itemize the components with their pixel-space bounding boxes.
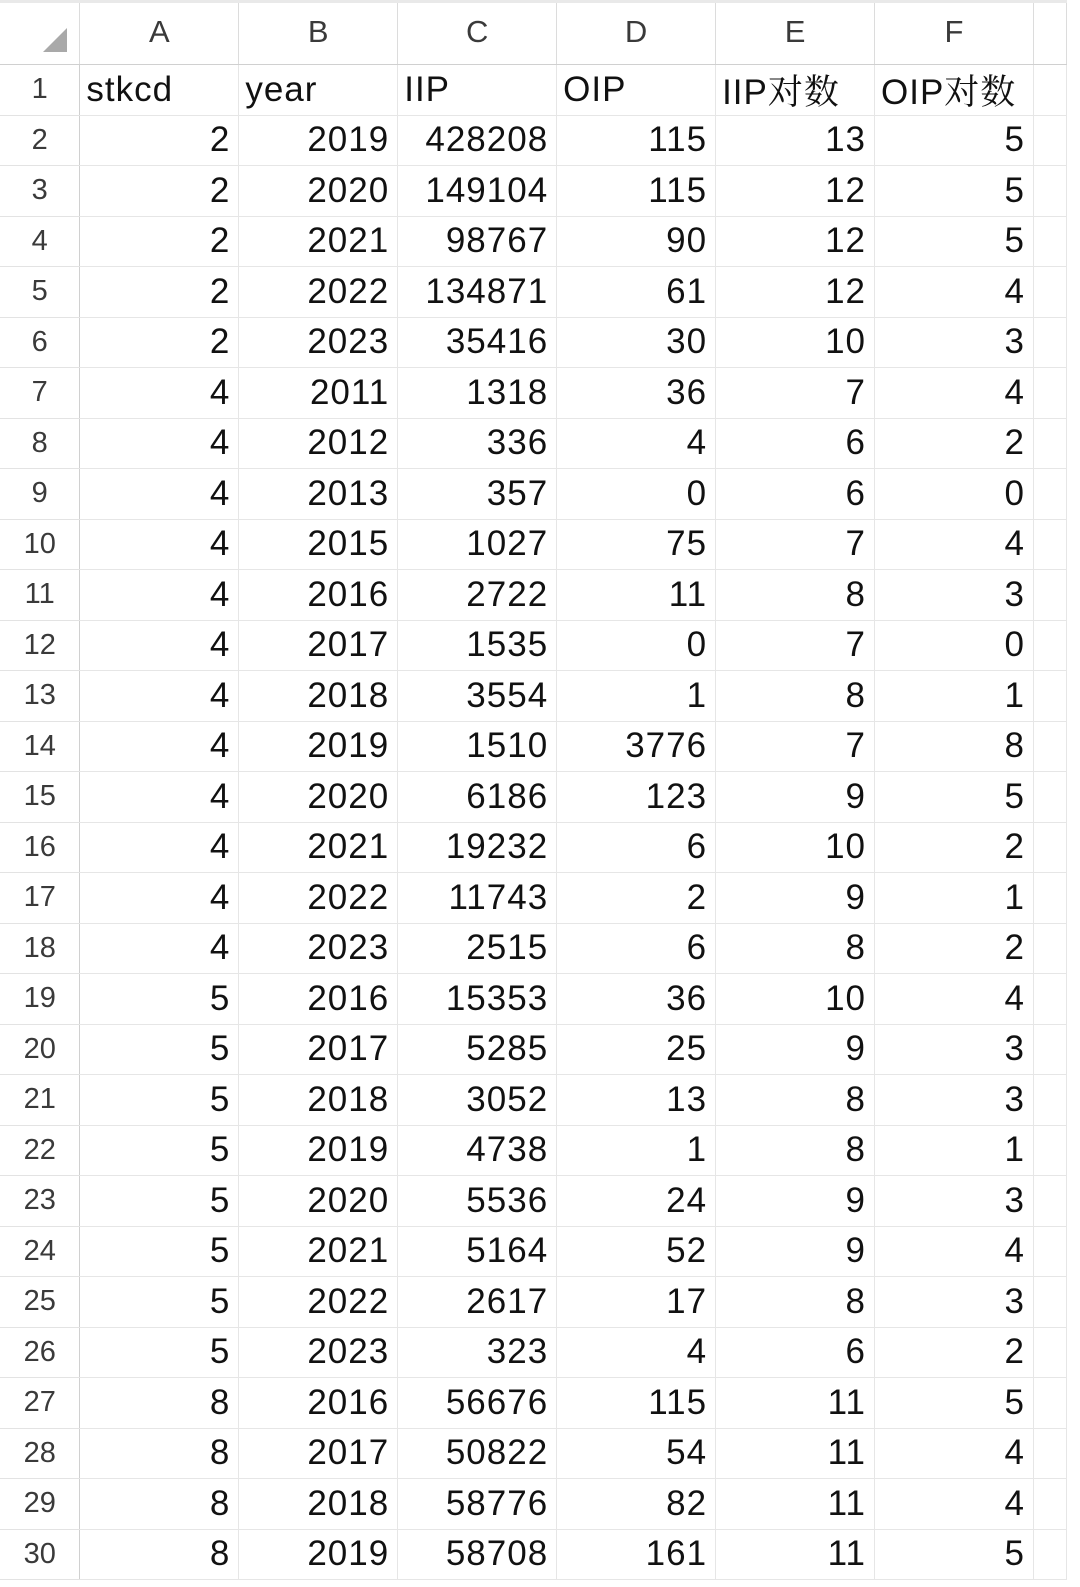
cell-year[interactable]: 2016 [239,974,398,1025]
cell-empty[interactable] [1033,1479,1066,1530]
row-header[interactable]: 2 [0,115,80,166]
cell-oip[interactable]: 6 [557,923,716,974]
cell-empty[interactable] [1033,721,1066,772]
cell-year[interactable]: 2019 [239,721,398,772]
cell-iip[interactable]: 3052 [398,1075,557,1126]
cell-stkcd[interactable]: 8 [80,1529,239,1580]
cell-year[interactable]: 2023 [239,1327,398,1378]
cell-oip[interactable]: 36 [557,974,716,1025]
table-row [0,1125,1067,1176]
cell-iip-log[interactable]: 8 [716,1277,875,1328]
cell-oip[interactable]: 30 [557,317,716,368]
cell-empty[interactable] [1033,620,1066,671]
cell-iip-log[interactable]: 8 [716,570,875,621]
cell-oip-log[interactable]: 0 [875,469,1034,520]
cell-stkcd[interactable]: 5 [80,1277,239,1328]
cell-stkcd[interactable]: 8 [80,1479,239,1530]
cell-iip[interactable]: 58776 [398,1479,557,1530]
cell-iip-log[interactable]: 6 [716,469,875,520]
cell-oip[interactable]: 6 [557,822,716,873]
cell-iip-log[interactable]: 10 [716,974,875,1025]
cell-empty[interactable] [1033,267,1066,318]
cell-iip-log[interactable]: 11 [716,1479,875,1530]
cell-oip-log[interactable]: 4 [875,519,1034,570]
cell-stkcd[interactable]: 4 [80,923,239,974]
cell-empty[interactable] [1033,1226,1066,1277]
table-row [0,873,1067,924]
cell-oip-log[interactable]: 8 [875,721,1034,772]
cell-iip-log[interactable]: 10 [716,317,875,368]
cell-year[interactable]: 2019 [239,1529,398,1580]
cell-stkcd[interactable]: 2 [80,317,239,368]
cell-oip-log[interactable]: 5 [875,1529,1034,1580]
cell-header-oip[interactable]: OIP [557,64,716,115]
cell-iip[interactable]: 11743 [398,873,557,924]
table-row [0,1378,1067,1429]
row-header[interactable]: 5 [0,267,80,318]
cell-header-year[interactable]: year [239,64,398,115]
cell-empty[interactable] [1033,822,1066,873]
row-header[interactable]: 11 [0,570,80,621]
cell-year[interactable]: 2022 [239,1277,398,1328]
table-row [0,469,1067,520]
cell-iip-log[interactable]: 9 [716,1226,875,1277]
cell-oip-log[interactable]: 3 [875,1176,1034,1227]
cell-oip-log[interactable]: 5 [875,772,1034,823]
row-header[interactable]: 27 [0,1378,80,1429]
cell-year[interactable]: 2015 [239,519,398,570]
row-header[interactable]: 7 [0,368,80,419]
table-row [0,974,1067,1025]
cell-stkcd[interactable]: 4 [80,519,239,570]
table-row [0,317,1067,368]
cell-oip-log[interactable]: 2 [875,418,1034,469]
table-row [0,216,1067,267]
cell-oip[interactable]: 1 [557,1125,716,1176]
cell-iip[interactable]: 5285 [398,1024,557,1075]
cell-oip-log[interactable]: 2 [875,822,1034,873]
cell-year[interactable]: 2018 [239,671,398,722]
row-header[interactable]: 17 [0,873,80,924]
cell-oip-log[interactable]: 3 [875,1277,1034,1328]
cell-empty[interactable] [1033,519,1066,570]
table-row [0,1226,1067,1277]
table-row [0,267,1067,318]
cell-iip[interactable]: 35416 [398,317,557,368]
row-header[interactable]: 18 [0,923,80,974]
cell-empty[interactable] [1033,570,1066,621]
cell-year[interactable]: 2011 [239,368,398,419]
top-border [0,0,1067,3]
row-header[interactable]: 8 [0,418,80,469]
row-header[interactable]: 1 [0,64,80,115]
cell-iip[interactable]: 5536 [398,1176,557,1227]
row-header[interactable]: 9 [0,469,80,520]
cell-iip-log[interactable]: 9 [716,1176,875,1227]
cell-year[interactable]: 2019 [239,115,398,166]
cell-year[interactable]: 2022 [239,267,398,318]
cell-oip-log[interactable]: 2 [875,923,1034,974]
cell-iip-log[interactable]: 12 [716,267,875,318]
cell-empty[interactable] [1033,469,1066,520]
cell-year[interactable]: 2013 [239,469,398,520]
cell-empty[interactable] [1033,772,1066,823]
cell-stkcd[interactable]: 2 [80,115,239,166]
cell-iip-log[interactable]: 12 [716,166,875,217]
cell-iip[interactable]: 149104 [398,166,557,217]
row-header[interactable]: 24 [0,1226,80,1277]
cell-oip[interactable]: 17 [557,1277,716,1328]
cell-iip[interactable]: 1510 [398,721,557,772]
cell-iip[interactable]: 1027 [398,519,557,570]
table-row [0,1327,1067,1378]
cell-stkcd[interactable]: 2 [80,166,239,217]
cell-oip[interactable]: 36 [557,368,716,419]
cell-stkcd[interactable]: 4 [80,368,239,419]
cell-stkcd[interactable]: 4 [80,822,239,873]
cell-empty[interactable] [1033,1125,1066,1176]
cell-year[interactable]: 2017 [239,1024,398,1075]
cell-iip[interactable]: 19232 [398,822,557,873]
cell-oip-log[interactable]: 5 [875,1378,1034,1429]
cell-empty[interactable] [1033,166,1066,217]
cell-empty[interactable] [1033,1327,1066,1378]
cell-oip[interactable]: 82 [557,1479,716,1530]
cell-iip-log[interactable]: 13 [716,115,875,166]
table-row [0,519,1067,570]
table-row [0,671,1067,722]
row-header[interactable]: 10 [0,519,80,570]
row-header[interactable]: 6 [0,317,80,368]
cell-stkcd[interactable]: 4 [80,721,239,772]
cell-oip[interactable]: 115 [557,166,716,217]
cell-empty[interactable] [1033,1277,1066,1328]
cell-oip-log[interactable]: 4 [875,1428,1034,1479]
cell-stkcd[interactable]: 2 [80,216,239,267]
cell-oip[interactable]: 52 [557,1226,716,1277]
cell-stkcd[interactable]: 5 [80,1075,239,1126]
cell-oip[interactable]: 115 [557,1378,716,1429]
cell-stkcd[interactable]: 4 [80,671,239,722]
cell-oip-log[interactable]: 3 [875,570,1034,621]
cell-oip-log[interactable]: 1 [875,873,1034,924]
cell-year[interactable]: 2019 [239,1125,398,1176]
table-row [0,1176,1067,1227]
row-header[interactable]: 16 [0,822,80,873]
cell-oip-log[interactable]: 5 [875,115,1034,166]
cell-empty[interactable] [1033,216,1066,267]
cell-iip[interactable]: 1535 [398,620,557,671]
cell-iip-log[interactable]: 11 [716,1428,875,1479]
table-row [0,1024,1067,1075]
cell-oip[interactable]: 2 [557,873,716,924]
cell-stkcd[interactable]: 8 [80,1378,239,1429]
cell-oip-log[interactable]: 1 [875,1125,1034,1176]
cell-iip-log[interactable]: 7 [716,519,875,570]
row-header[interactable]: 3 [0,166,80,217]
table-row [0,115,1067,166]
cell-iip[interactable]: 323 [398,1327,557,1378]
cell-oip[interactable]: 0 [557,469,716,520]
cell-empty[interactable] [1033,923,1066,974]
cell-stkcd[interactable]: 4 [80,469,239,520]
cell-iip[interactable]: 15353 [398,974,557,1025]
cell-empty[interactable] [1033,1529,1066,1580]
cell-iip[interactable]: 4738 [398,1125,557,1176]
table-row [0,166,1067,217]
cell-oip-log[interactable]: 4 [875,1226,1034,1277]
cell-stkcd[interactable]: 5 [80,1327,239,1378]
cell-empty[interactable] [1033,1024,1066,1075]
table-row [0,368,1067,419]
cell-iip-log[interactable]: 8 [716,923,875,974]
table-row [0,620,1067,671]
cell-oip-log[interactable]: 5 [875,216,1034,267]
cell-oip[interactable]: 4 [557,418,716,469]
cell-iip[interactable]: 50822 [398,1428,557,1479]
cell-oip[interactable]: 115 [557,115,716,166]
cell-year[interactable]: 2016 [239,1378,398,1429]
cell-year[interactable]: 2021 [239,1226,398,1277]
row-header[interactable]: 12 [0,620,80,671]
cell-iip-log[interactable]: 10 [716,822,875,873]
column-header-g-partial[interactable] [1033,0,1066,64]
select-all-triangle-icon [43,28,67,52]
cell-oip-log[interactable]: 4 [875,1479,1034,1530]
cell-stkcd[interactable]: 4 [80,418,239,469]
cell-year[interactable]: 2023 [239,923,398,974]
cell-year[interactable]: 2016 [239,570,398,621]
cell-oip[interactable]: 54 [557,1428,716,1479]
cell-stkcd[interactable]: 4 [80,873,239,924]
column-header-f[interactable]: F [875,0,1034,64]
cell-year[interactable]: 2020 [239,166,398,217]
cell-empty[interactable] [1033,115,1066,166]
table-row [0,1529,1067,1580]
cell-oip-log[interactable]: 4 [875,974,1034,1025]
select-all-corner[interactable] [0,0,80,64]
cell-iip[interactable]: 2617 [398,1277,557,1328]
cell-empty[interactable] [1033,64,1066,115]
cell-stkcd[interactable]: 4 [80,570,239,621]
cell-stkcd[interactable]: 4 [80,620,239,671]
cell-year[interactable]: 2018 [239,1075,398,1126]
cell-oip-log[interactable]: 3 [875,1024,1034,1075]
row-header[interactable]: 14 [0,721,80,772]
cell-iip-log[interactable]: 7 [716,620,875,671]
cell-oip-log[interactable]: 4 [875,267,1034,318]
cell-oip[interactable]: 24 [557,1176,716,1227]
row-header[interactable]: 25 [0,1277,80,1328]
cell-iip[interactable]: 428208 [398,115,557,166]
cell-stkcd[interactable]: 4 [80,772,239,823]
table-row [0,1428,1067,1479]
cell-iip-log[interactable]: 6 [716,1327,875,1378]
cell-header-iip-log[interactable]: IIP对数 [716,64,875,115]
cell-oip[interactable]: 11 [557,570,716,621]
cell-header-stkcd[interactable]: stkcd [80,64,239,115]
row-header[interactable]: 30 [0,1529,80,1580]
table-row [0,1479,1067,1530]
cell-iip-log[interactable]: 8 [716,1125,875,1176]
cell-iip[interactable]: 1318 [398,368,557,419]
cell-iip[interactable]: 2515 [398,923,557,974]
cell-iip[interactable]: 5164 [398,1226,557,1277]
column-header-d[interactable]: D [557,0,716,64]
row-header[interactable]: 26 [0,1327,80,1378]
cell-empty[interactable] [1033,1176,1066,1227]
cell-stkcd[interactable]: 5 [80,1125,239,1176]
column-header-c[interactable]: C [398,0,557,64]
cell-year[interactable]: 2022 [239,873,398,924]
table-row [0,721,1067,772]
cell-iip[interactable]: 336 [398,418,557,469]
cell-oip[interactable]: 1 [557,671,716,722]
row-header[interactable]: 23 [0,1176,80,1227]
cell-iip-log[interactable]: 6 [716,418,875,469]
row-header[interactable]: 28 [0,1428,80,1479]
cell-stkcd[interactable]: 8 [80,1428,239,1479]
cell-iip-log[interactable]: 8 [716,1075,875,1126]
cell-oip-log[interactable]: 3 [875,317,1034,368]
cell-year[interactable]: 2017 [239,620,398,671]
cell-oip[interactable]: 25 [557,1024,716,1075]
cell-oip-log[interactable]: 5 [875,166,1034,217]
row-header[interactable]: 29 [0,1479,80,1530]
cell-oip[interactable]: 61 [557,267,716,318]
cell-oip[interactable]: 123 [557,772,716,823]
row-header[interactable]: 22 [0,1125,80,1176]
cell-iip-log[interactable]: 8 [716,671,875,722]
cell-stkcd[interactable]: 5 [80,974,239,1025]
cell-empty[interactable] [1033,1075,1066,1126]
cell-iip[interactable]: 357 [398,469,557,520]
cell-year[interactable]: 2020 [239,1176,398,1227]
cell-iip[interactable]: 6186 [398,772,557,823]
cell-oip-log[interactable]: 4 [875,368,1034,419]
cell-iip[interactable]: 58708 [398,1529,557,1580]
column-header-b[interactable]: B [239,0,398,64]
column-header-e[interactable]: E [716,0,875,64]
column-header-a[interactable]: A [80,0,239,64]
cell-iip-log[interactable]: 9 [716,873,875,924]
table-row [0,570,1067,621]
cell-oip[interactable]: 75 [557,519,716,570]
cell-oip[interactable]: 13 [557,1075,716,1126]
cell-iip-log[interactable]: 9 [716,772,875,823]
cell-iip[interactable]: 98767 [398,216,557,267]
cell-header-iip[interactable]: IIP [398,64,557,115]
cell-iip-log[interactable]: 11 [716,1529,875,1580]
cell-year[interactable]: 2017 [239,1428,398,1479]
row-header[interactable]: 19 [0,974,80,1025]
cell-year[interactable]: 2018 [239,1479,398,1530]
cell-empty[interactable] [1033,317,1066,368]
cell-year[interactable]: 2020 [239,772,398,823]
cell-oip[interactable]: 3776 [557,721,716,772]
cell-year[interactable]: 2021 [239,822,398,873]
cell-iip[interactable]: 56676 [398,1378,557,1429]
header-data-row [0,64,1067,115]
table-row [0,1277,1067,1328]
row-header[interactable]: 13 [0,671,80,722]
cell-year[interactable]: 2021 [239,216,398,267]
table-row [0,772,1067,823]
cell-empty[interactable] [1033,418,1066,469]
cell-empty[interactable] [1033,974,1066,1025]
cell-oip-log[interactable]: 0 [875,620,1034,671]
cell-oip[interactable]: 4 [557,1327,716,1378]
table-row [0,822,1067,873]
cell-stkcd[interactable]: 5 [80,1226,239,1277]
cell-oip-log[interactable]: 2 [875,1327,1034,1378]
cell-iip-log[interactable]: 7 [716,368,875,419]
row-header[interactable]: 21 [0,1075,80,1126]
cell-empty[interactable] [1033,368,1066,419]
cell-empty[interactable] [1033,1378,1066,1429]
cell-stkcd[interactable]: 5 [80,1024,239,1075]
column-header-row [0,0,1067,64]
cell-stkcd[interactable]: 5 [80,1176,239,1227]
cell-iip[interactable]: 3554 [398,671,557,722]
cell-iip-log[interactable]: 12 [716,216,875,267]
cell-iip[interactable]: 2722 [398,570,557,621]
cell-iip[interactable]: 134871 [398,267,557,318]
cell-iip-log[interactable]: 7 [716,721,875,772]
cell-oip-log[interactable]: 3 [875,1075,1034,1126]
cell-empty[interactable] [1033,671,1066,722]
cell-year[interactable]: 2012 [239,418,398,469]
cell-header-oip-log[interactable]: OIP对数 [875,64,1034,115]
row-header[interactable]: 4 [0,216,80,267]
cell-oip[interactable]: 0 [557,620,716,671]
cell-oip-log[interactable]: 1 [875,671,1034,722]
cell-iip-log[interactable]: 9 [716,1024,875,1075]
row-header[interactable]: 20 [0,1024,80,1075]
row-header[interactable]: 15 [0,772,80,823]
cell-stkcd[interactable]: 2 [80,267,239,318]
table-row [0,923,1067,974]
cell-iip-log[interactable]: 11 [716,1378,875,1429]
table-row [0,418,1067,469]
cell-empty[interactable] [1033,873,1066,924]
cell-oip[interactable]: 90 [557,216,716,267]
cell-empty[interactable] [1033,1428,1066,1479]
cell-year[interactable]: 2023 [239,317,398,368]
cell-oip[interactable]: 161 [557,1529,716,1580]
table-row [0,1075,1067,1126]
